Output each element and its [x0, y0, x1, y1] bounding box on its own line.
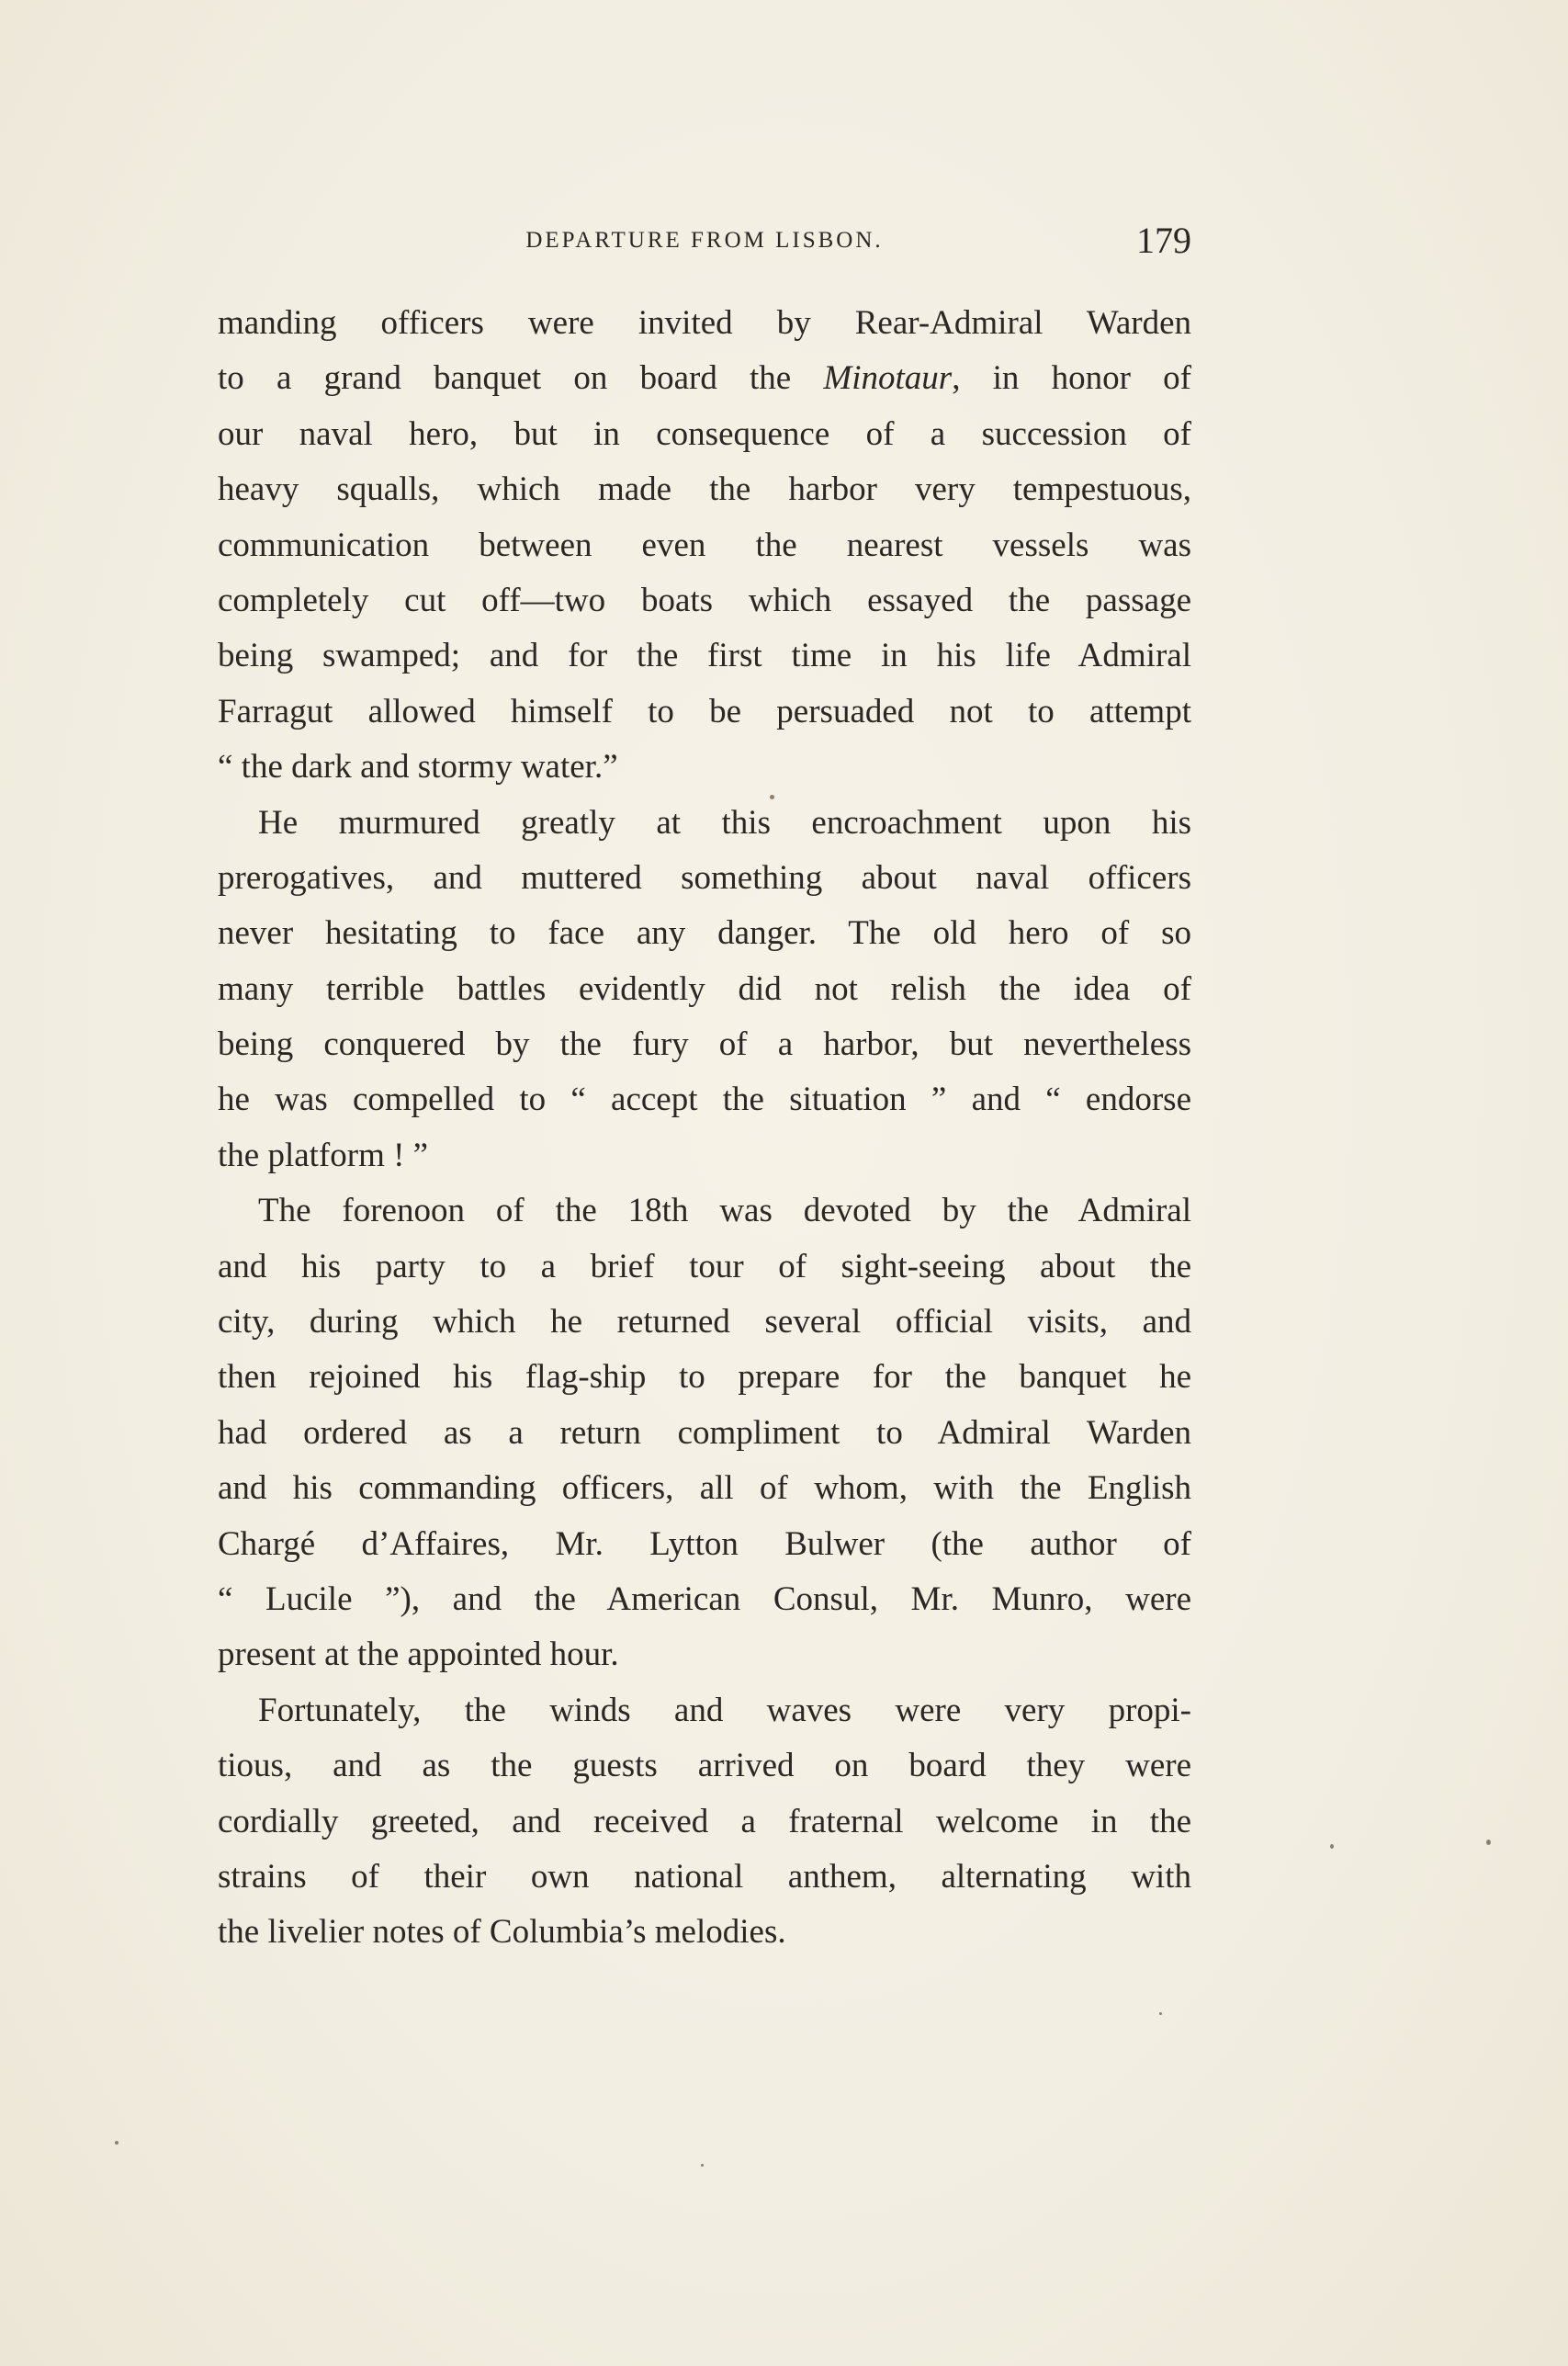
- paragraph: [218, 1683, 1191, 1961]
- text-line: never hesitating to face any danger. The old hero of so: [218, 914, 1191, 953]
- paragraph: [218, 1183, 1191, 1683]
- body-text: [218, 296, 1191, 1961]
- text-line: completely cut off—two boats which essayed the passage: [218, 581, 1191, 619]
- text-line: then rejoined his flag-ship to prepare for the banquet he: [218, 1358, 1191, 1397]
- paper-speck: [115, 2141, 118, 2145]
- text-line: many terrible battles evidently did not relish the idea of: [218, 969, 1191, 1008]
- paper-speck: [1486, 1840, 1491, 1845]
- running-title: DEPARTURE FROM LISBON.: [525, 228, 884, 253]
- text-line: being swamped; and for the first time in his life Admiral: [218, 637, 1191, 675]
- text-line: the platform ! ”: [218, 1136, 429, 1174]
- ship-name: Minotaur: [823, 359, 953, 398]
- text-line: heavy squalls, which made the harbor very tempestuous,: [218, 470, 1191, 509]
- paragraph: [218, 296, 1191, 796]
- paragraph: [218, 796, 1191, 1184]
- text-line: city, during which he returned several official visits, and: [218, 1303, 1191, 1341]
- text-line: being conquered by the fury of a harbor, but nevertheless: [218, 1025, 1191, 1064]
- text-line: “ the dark and stormy water.”: [218, 748, 618, 787]
- text-line: Farragut allowed himself to be persuaded not to attempt: [218, 692, 1191, 730]
- text-line: Chargé d’Affaires, Mr. Lytton Bulwer (the author of: [218, 1524, 1191, 1563]
- text-line: had ordered as a return compliment to Admiral Warden: [218, 1413, 1191, 1452]
- text-line: communication between even the nearest vessels was: [218, 526, 1191, 564]
- text-line: prerogatives, and muttered something about naval officers: [218, 858, 1191, 897]
- paper-speck: [1159, 2012, 1162, 2015]
- text-line-end: , in honor of: [952, 359, 1191, 398]
- text-line: The forenoon of the 18th was devoted by the Admiral: [258, 1192, 1191, 1230]
- page-number: 179: [1136, 220, 1191, 261]
- text-line: strains of their own national anthem, alternating with: [218, 1857, 1191, 1896]
- text-line: manding officers were invited by Rear-Admiral Warden: [218, 304, 1191, 342]
- text-line-start: to a grand banquet on board the: [218, 359, 824, 398]
- text-line: the livelier notes of Columbia’s melodies.: [218, 1913, 786, 1952]
- text-line: present at the appointed hour.: [218, 1636, 619, 1674]
- text-line: he was compelled to “ accept the situation ” and “ endorse: [218, 1081, 1191, 1119]
- text-line: and his commanding officers, all of whom, with the English: [218, 1469, 1191, 1508]
- text-line: and his party to a brief tour of sight-seeing about the: [218, 1247, 1191, 1285]
- text-line: cordially greeted, and received a fraternal welcome in the: [218, 1802, 1191, 1840]
- paper-speck: [770, 795, 774, 799]
- text-line: Fortunately, the winds and waves were very propi-: [258, 1691, 1191, 1729]
- text-line: “ Lucile ”), and the American Consul, Mr. Munro, were: [218, 1579, 1191, 1618]
- running-head: [218, 219, 1191, 265]
- text-line: our naval hero, but in consequence of a succession of: [218, 414, 1191, 453]
- paper-speck: [701, 2164, 704, 2167]
- paper-speck: [1330, 1844, 1334, 1849]
- text-line: He murmured greatly at this encroachment upon his: [258, 803, 1191, 842]
- text-line: [218, 351, 1191, 406]
- text-line: tious, and as the guests arrived on board they were: [218, 1747, 1191, 1785]
